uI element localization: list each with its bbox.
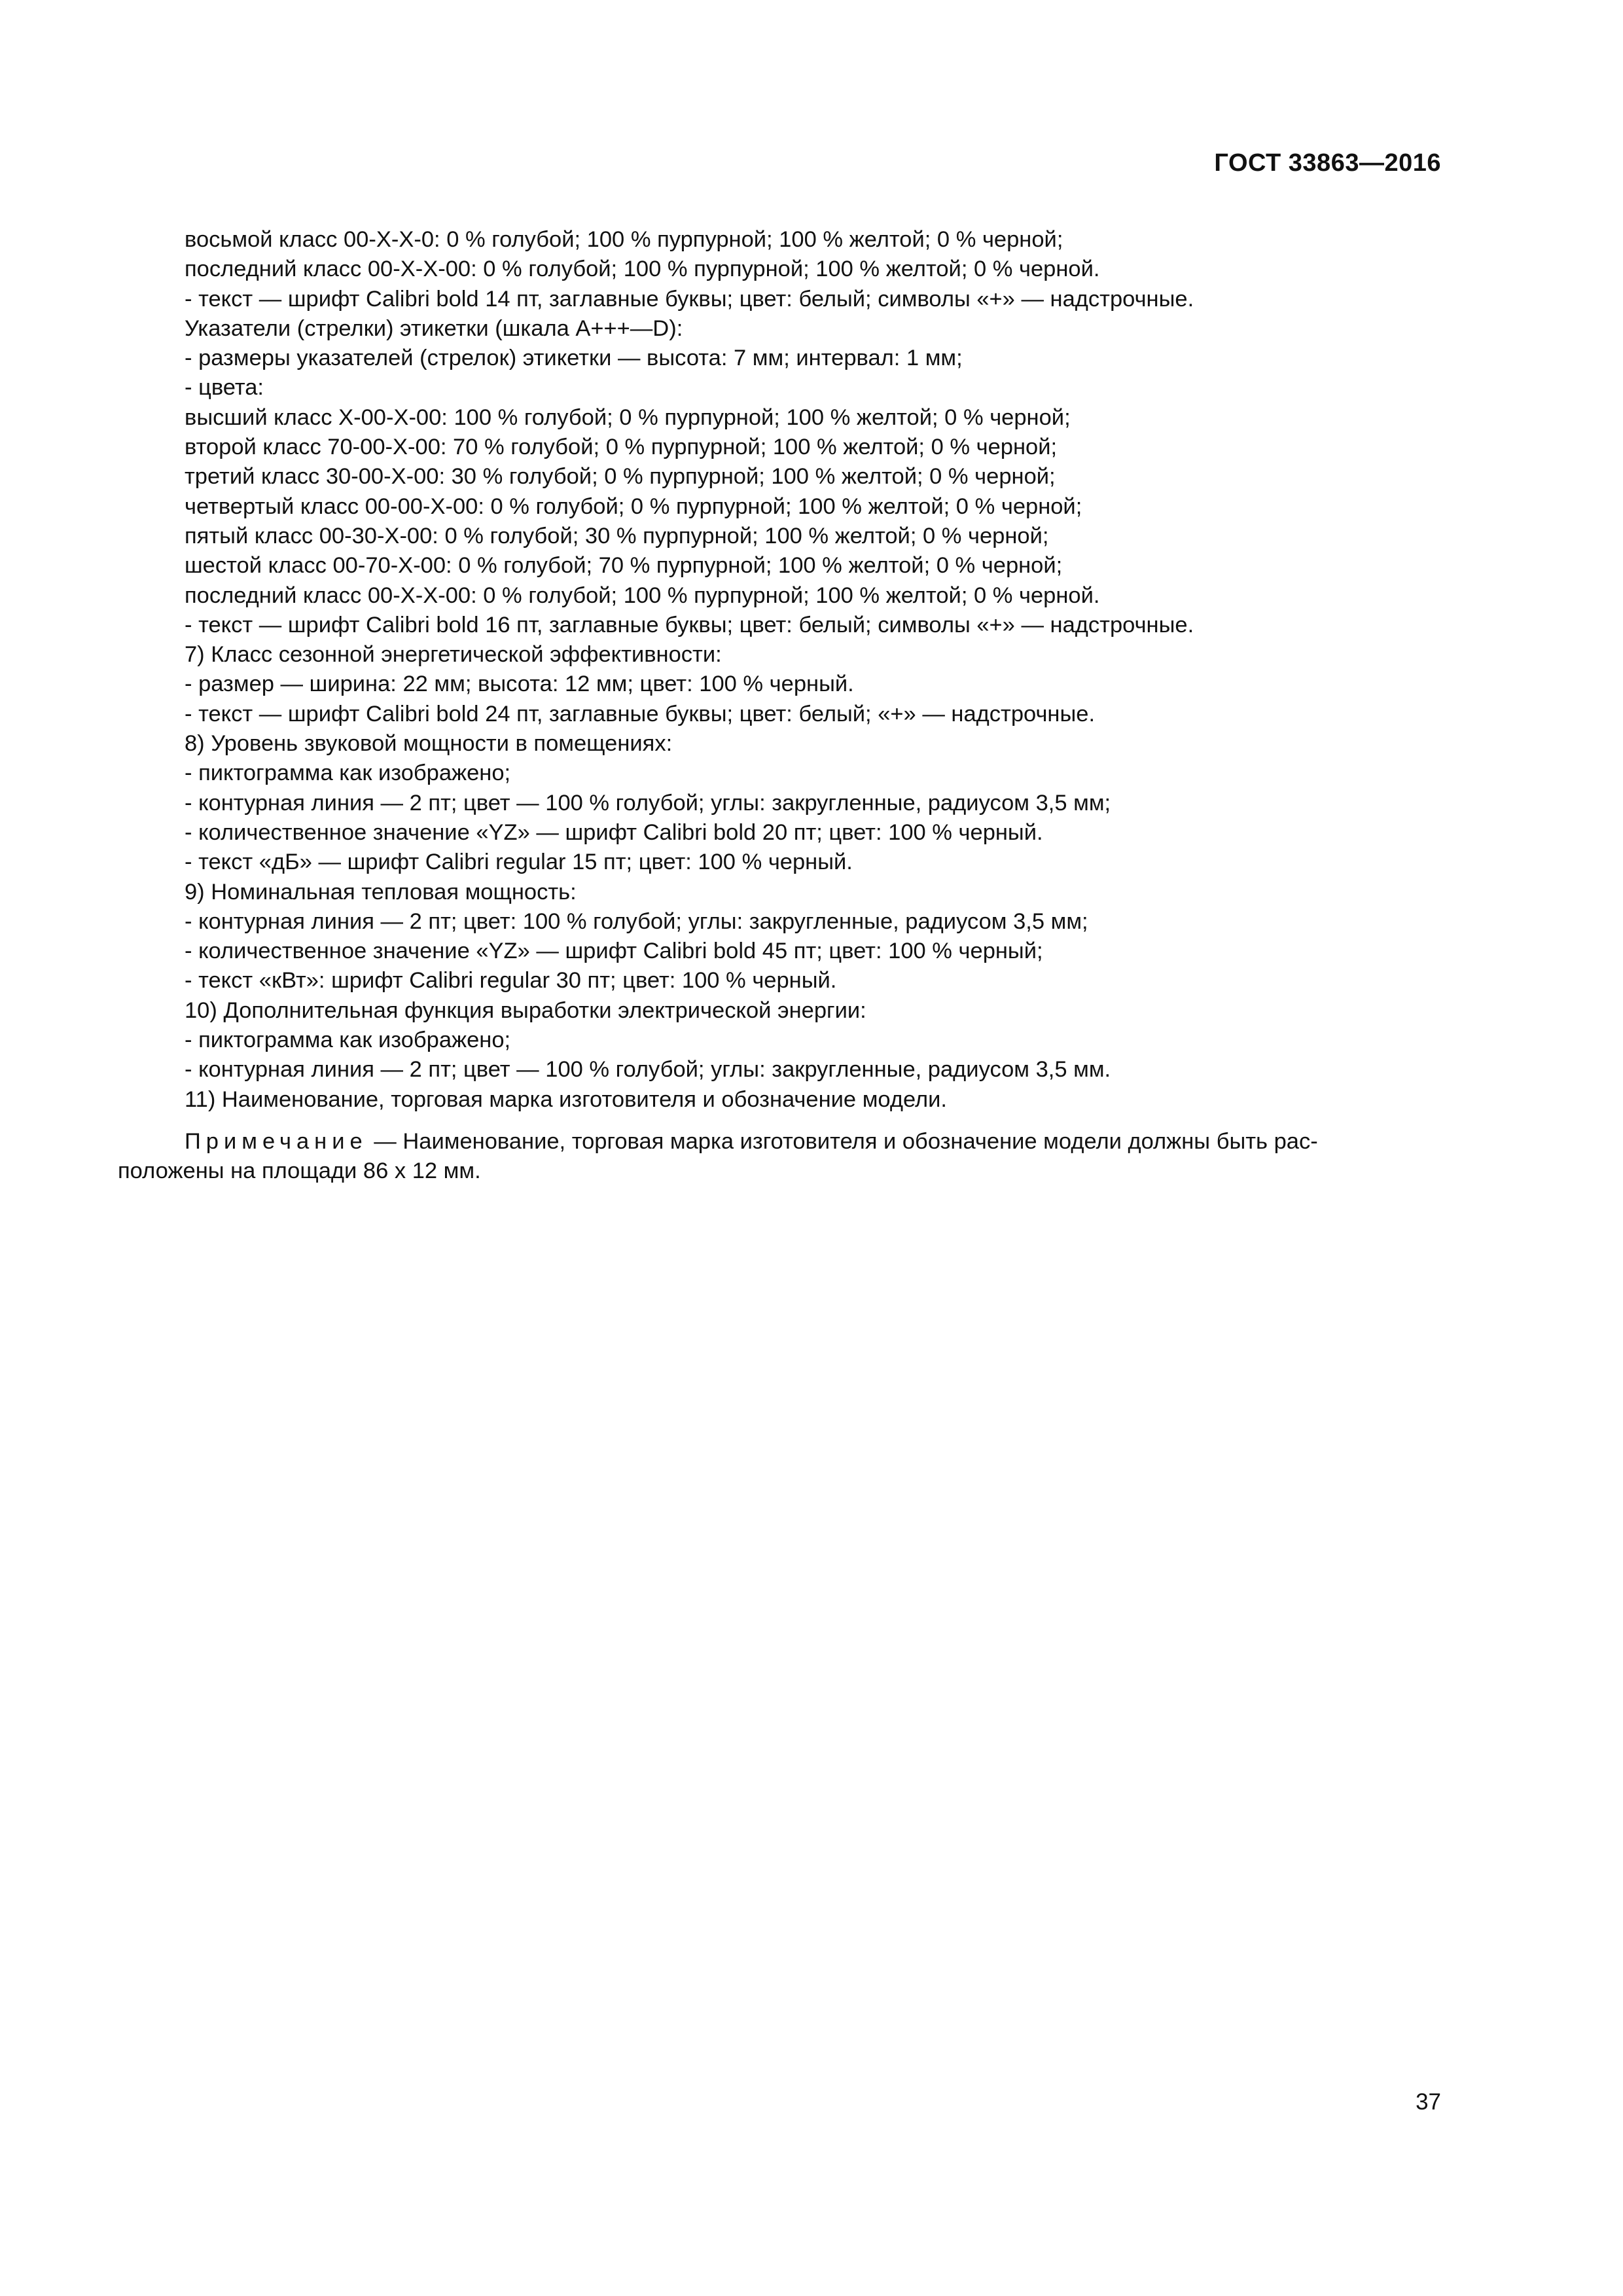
- note-label: Примечание: [185, 1129, 368, 1154]
- document-header-standard: ГОСТ 33863—2016: [1214, 149, 1441, 177]
- body-line: - пиктограмма как изображено;: [185, 761, 511, 786]
- note-first-line: [118, 1127, 1441, 1157]
- body-line: - пиктограмма как изображено;: [185, 1028, 511, 1053]
- body-line: 7) Класс сезонной энергетической эффективности:: [185, 642, 722, 668]
- body-line: 9) Номинальная тепловая мощность:: [185, 879, 577, 905]
- body-line: - количественное значение «YZ» — шрифт Calibri bold 20 пт; цвет: 100 % черный.: [185, 819, 1043, 845]
- page-number: 37: [1416, 2089, 1441, 2115]
- body-line: - количественное значение «YZ» — шрифт Calibri bold 45 пт; цвет: 100 % черный;: [185, 939, 1043, 964]
- body-line: - размер — ширина: 22 мм; высота: 12 мм; цвет: 100 % черный.: [185, 672, 854, 697]
- body-line: последний класс 00-X-X-00: 0 % голубой; 100 % пурпурной; 100 % желтой; 0 % черной.: [185, 257, 1100, 282]
- body-line: - цвета:: [185, 375, 264, 401]
- body-line: - текст — шрифт Calibri bold 24 пт, заглавные буквы; цвет: белый; «+» — надстрочные.: [185, 701, 1096, 726]
- body-line: высший класс X-00-X-00: 100 % голубой; 0 % пурпурной; 100 % желтой; 0 % черной;: [185, 404, 1071, 430]
- note-text-line2: положены на площади 86 x 12 мм.: [118, 1158, 481, 1184]
- body-line: - текст — шрифт Calibri bold 14 пт, заглавные буквы; цвет: белый; символы «+» — надстрочные.: [185, 286, 1194, 312]
- body-line: - текст — шрифт Calibri bold 16 пт, заглавные буквы; цвет: белый; символы «+» — надстрочные.: [185, 612, 1194, 637]
- body-line: - контурная линия — 2 пт; цвет — 100 % голубой; углы: закругленные, радиусом 3,5 мм;: [185, 790, 1111, 816]
- body-line: второй класс 70-00-X-00: 70 % голубой; 0 % пурпурной; 100 % желтой; 0 % черной;: [185, 435, 1058, 460]
- document-body: [185, 225, 1441, 1115]
- body-line: - текст «кВт»: шрифт Calibri regular 30 пт; цвет: 100 % черный.: [185, 968, 837, 994]
- body-line: шестой класс 00-70-X-00: 0 % голубой; 70 % пурпурной; 100 % желтой; 0 % черной;: [185, 553, 1063, 579]
- body-line: пятый класс 00-30-X-00: 0 % голубой; 30 % пурпурной; 100 % желтой; 0 % черной;: [185, 523, 1049, 548]
- body-line: - текст «дБ» — шрифт Calibri regular 15 пт; цвет: 100 % черный.: [185, 850, 853, 875]
- note-text-line1: — Наименование, торговая марка изготовителя и обозначение модели должны быть рас-: [367, 1129, 1318, 1154]
- body-line: 8) Уровень звуковой мощности в помещениях:: [185, 731, 673, 757]
- body-line: четвертый класс 00-00-X-00: 0 % голубой; 0 % пурпурной; 100 % желтой; 0 % черной;: [185, 493, 1082, 519]
- body-line: последний класс 00-X-X-00: 0 % голубой; 100 % пурпурной; 100 % желтой; 0 % черной.: [185, 583, 1100, 608]
- body-line: - контурная линия — 2 пт; цвет: 100 % голубой; углы: закругленные, радиусом 3,5 мм;: [185, 908, 1088, 934]
- body-line: восьмой класс 00-X-X-0: 0 % голубой; 100 % пурпурной; 100 % желтой; 0 % черной;: [185, 227, 1063, 252]
- body-line: - контурная линия — 2 пт; цвет — 100 % голубой; углы: закругленные, радиусом 3,5 мм.: [185, 1057, 1111, 1083]
- body-line: 11) Наименование, торговая марка изготовителя и обозначение модели.: [185, 1086, 947, 1112]
- body-line: третий класс 30-00-X-00: 30 % голубой; 0 % пурпурной; 100 % желтой; 0 % черной;: [185, 464, 1056, 490]
- note-paragraph: [118, 1127, 1441, 1187]
- body-line: 10) Дополнительная функция выработки электрической энергии:: [185, 997, 866, 1023]
- body-line: - размеры указателей (стрелок) этикетки — высота: 7 мм; интервал: 1 мм;: [185, 346, 963, 371]
- body-line: Указатели (стрелки) этикетки (шкала А+++—D):: [185, 315, 683, 341]
